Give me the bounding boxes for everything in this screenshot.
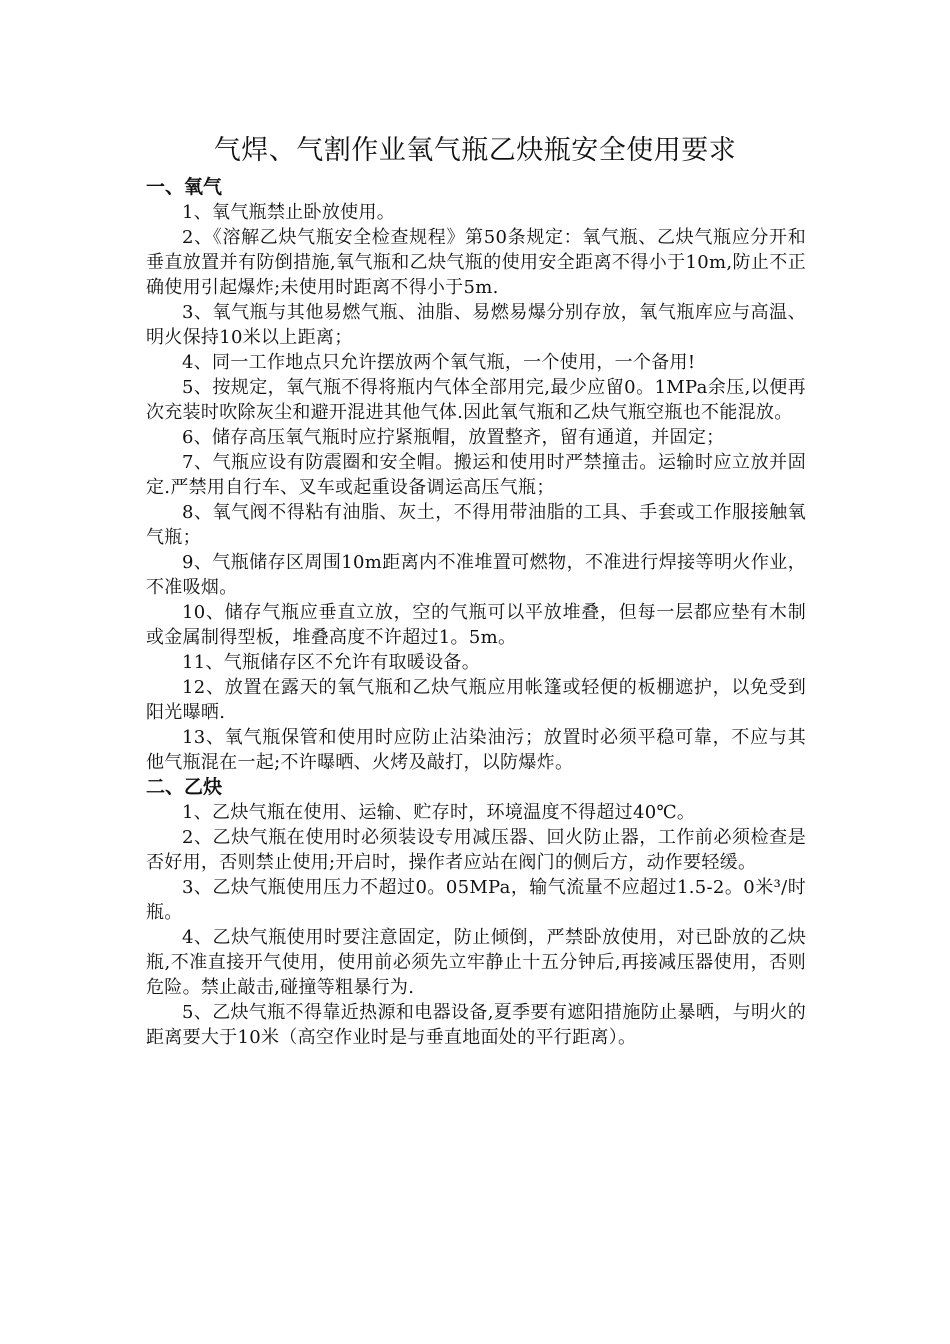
list-item: 12、放置在露天的氧气瓶和乙炔气瓶应用帐篷或轻便的板棚遮护，以免受到阳光曝晒. bbox=[146, 677, 806, 723]
document-body bbox=[146, 175, 806, 1050]
list-item: 5、乙炔气瓶不得靠近热源和电器设备,夏季要有遮阳措施防止暴晒，与明火的距离要大于10米（高空作业时是与垂直地面处的平行距离）。 bbox=[146, 1002, 806, 1048]
document-title: 气焊、气割作业氧气瓶乙炔瓶安全使用要求 bbox=[213, 135, 737, 166]
list-item: 2、乙炔气瓶在使用时必须装设专用减压器、回火防止器，工作前必须检查是否好用，否则禁止使用;开启时，操作者应站在阀门的侧后方，动作要轻缓。 bbox=[146, 827, 806, 873]
section-acetylene bbox=[146, 775, 806, 1050]
list-item: 6、储存高压氧气瓶时应拧紧瓶帽，放置整齐，留有通道，并固定； bbox=[182, 427, 725, 448]
list-item: 4、乙炔气瓶使用时要注意固定，防止倾倒，严禁卧放使用，对已卧放的乙炔瓶,不准直接开气使用，使用前必须先立牢静止十五分钟后,再接减压器使用，否则危险。禁止敲击,碰撞等粗暴行为. bbox=[146, 927, 806, 998]
list-item: 13、氧气瓶保管和使用时应防止沾染油污；放置时必须平稳可靠，不应与其他气瓶混在一起;不许曝晒、火烤及敲打，以防爆炸。 bbox=[146, 727, 806, 773]
list-item: 11、气瓶储存区不允许有取暖设备。 bbox=[182, 652, 481, 673]
list-item: 3、乙炔气瓶使用压力不超过0。05MPa，输气流量不应超过1.5-2。0米³/时瓶。 bbox=[146, 877, 806, 923]
section-oxygen bbox=[146, 175, 806, 775]
list-item: 9、气瓶储存区周围10m距离内不准堆置可燃物，不准进行焊接等明火作业，不准吸烟。 bbox=[146, 552, 806, 598]
list-item: 2、《溶解乙炔气瓶安全检查规程》第50条规定：氧气瓶、乙炔气瓶应分开和垂直放置并有防倒措施,氧气瓶和乙炔气瓶的使用安全距离不得小于10m,防止不正确使用引起爆炸;未使用时距离不得小于5m. bbox=[146, 227, 806, 298]
section-heading: 二、乙炔 bbox=[146, 776, 223, 798]
list-item: 1、氧气瓶禁止卧放使用。 bbox=[182, 202, 396, 223]
list-item: 7、气瓶应设有防震圈和安全帽。搬运和使用时严禁撞击。运输时应立放并固定.严禁用自行车、叉车或起重设备调运高压气瓶； bbox=[146, 452, 806, 498]
list-item: 4、同一工作地点只允许摆放两个氧气瓶，一个使用，一个备用! bbox=[182, 352, 696, 373]
list-item: 5、按规定，氧气瓶不得将瓶内气体全部用完,最少应留0。1MPa余压,以便再次充装时吹除灰尘和避开混进其他气体.因此氧气瓶和乙炔气瓶空瓶也不能混放。 bbox=[146, 377, 806, 423]
list-item: 10、储存气瓶应垂直立放，空的气瓶可以平放堆叠，但每一层都应垫有木制或金属制得型板，堆叠高度不许超过1。5m。 bbox=[146, 602, 806, 648]
section-heading: 一、氧气 bbox=[146, 176, 223, 198]
list-item: 3、氧气瓶与其他易燃气瓶、油脂、易燃易爆分别存放，氧气瓶库应与高温、明火保持10米以上距离； bbox=[146, 302, 806, 348]
list-item: 8、氧气阀不得粘有油脂、灰土，不得用带油脂的工具、手套或工作服接触氧气瓶； bbox=[146, 502, 806, 548]
list-item: 1、乙炔气瓶在使用、运输、贮存时，环境温度不得超过40℃。 bbox=[182, 802, 696, 823]
